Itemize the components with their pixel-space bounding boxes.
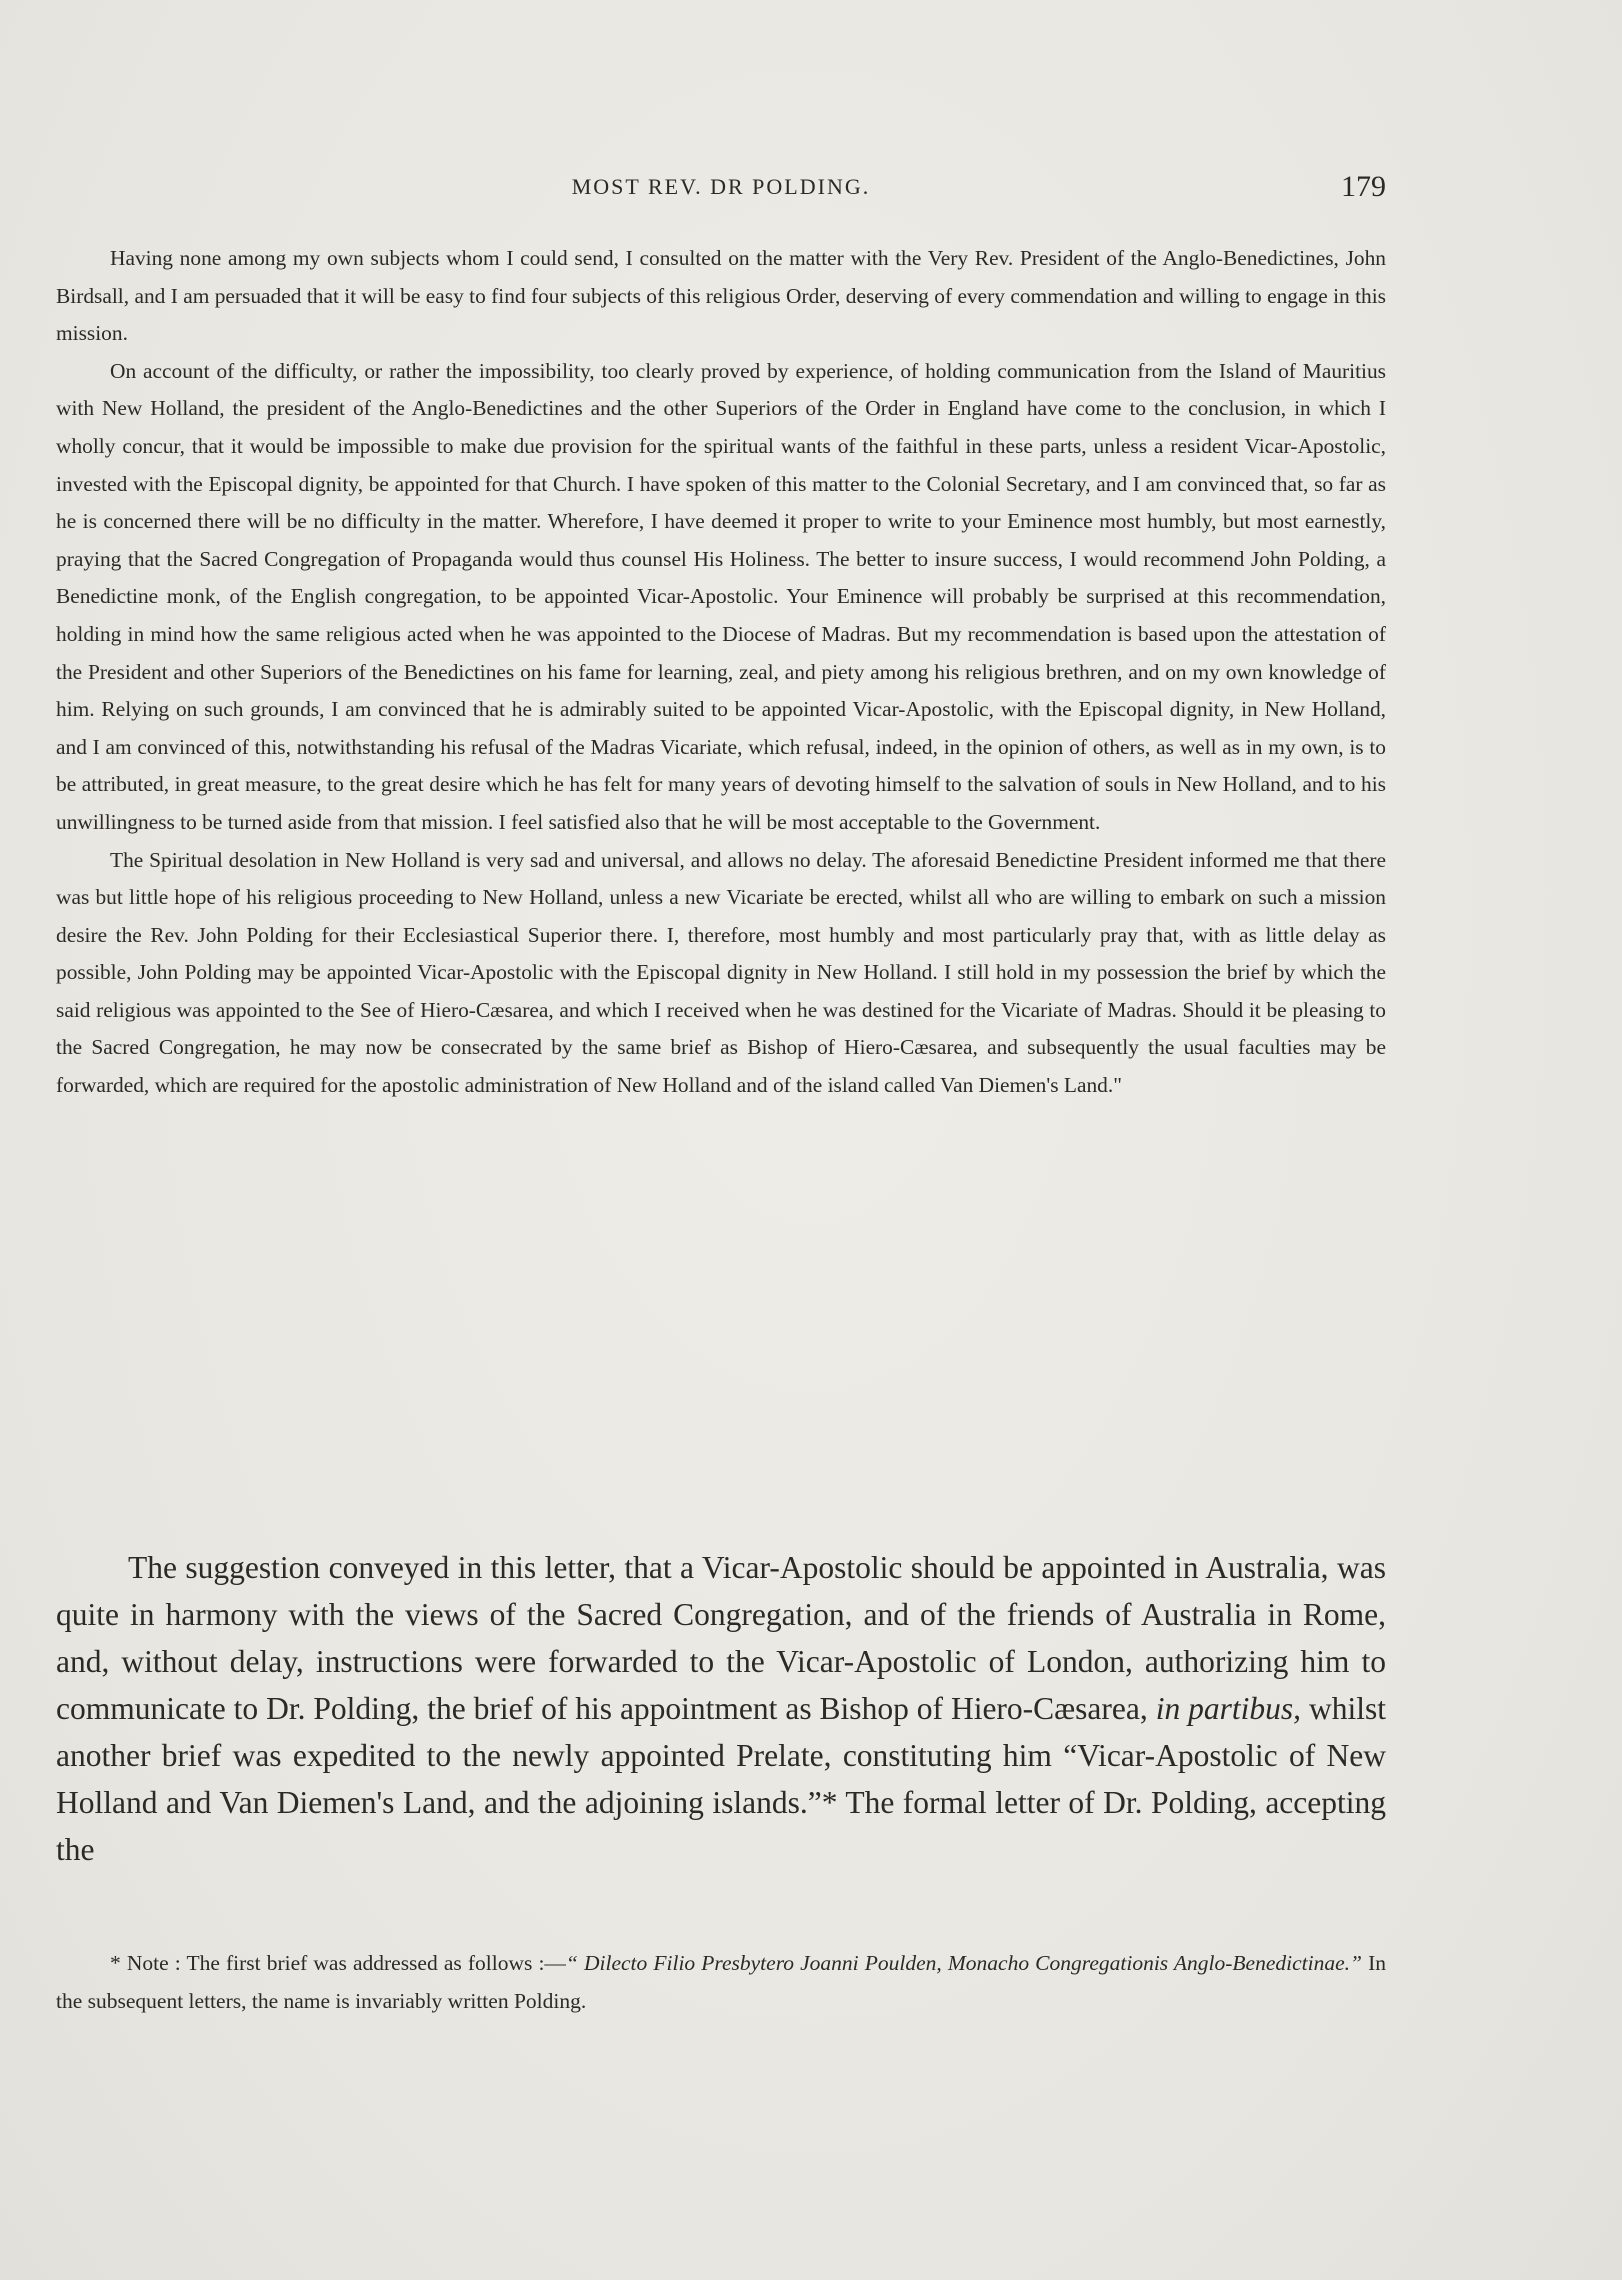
running-title: MOST REV. DR POLDING. [571,174,871,199]
footnote-lead: * Note : The first brief was addressed as follows :— [110,1951,566,1975]
footnote-paragraph [56,1944,1386,2020]
letter-paragraph: On account of the difficulty, or rather the impossibility, too clearly proved by experience, of holding communication from the Island of Mauritius with New Holland, the president of the Anglo-Benedictines and the other Superiors of the Order in England have come to the conclusion, in which I wholly concur, that it would be impossible to make due provision for the spiritual wants of the faithful in these parts, unless a resident Vicar-Apostolic, invested with the Episcopal dignity, be appointed for that Church. I have spoken of this matter to the Colonial Secretary, and I am convinced that, so far as he is concerned there will be no difficulty in the matter. Wherefore, I have deemed it proper to write to your Eminence most humbly, but most earnestly, praying that the Sacred Congregation of Propaganda would thus counsel His Holiness. The better to insure success, I would recommend John Polding, a Benedictine monk, of the English congregation, to be appointed Vicar-Apostolic. Your Eminence will probably be surprised at this recommendation, holding in mind how the same religious acted when he was appointed to the Diocese of Madras. But my recommendation is based upon the attestation of the President and other Superiors of the Benedictines on his fame for learning, zeal, and piety among his religious brethren, and on my own knowledge of him. Relying on such grounds, I am convinced that he is admirably suited to be appointed Vicar-Apostolic, with the Episcopal dignity, in New Holland, and I am convinced of this, notwithstanding his refusal of the Madras Vicariate, which refusal, indeed, in the opinion of others, as well as in my own, is to be attributed, in great measure, to the great desire which he has felt for many years of devoting himself to the salvation of souls in New Holland, and to his unwillingness to be turned aside from that mission. I feel satisfied also that he will be most acceptable to the Government. [56,358,1386,834]
quoted-letter [56,240,1386,1105]
page-header [56,170,1386,206]
body-paragraph [56,1544,1386,1873]
letter-paragraph: The Spiritual desolation in New Holland is very sad and universal, and allows no delay. The aforesaid Benedictine President informed me that there was but little hope of his religious proceeding to New Holland, unless a new Vicariate be erected, whilst all who are willing to embark on such a mission desire the Rev. John Polding for their Ecclesiastical Superior there. I, therefore, most humbly and most particularly pray that, with as little delay as possible, John Polding may be appointed Vicar-Apostolic with the Episcopal dignity in New Holland. I still hold in my possession the brief by which the said religious was appointed to the See of Hiero-Cæsarea, and which I received when he was destined for the Vicariate of Madras. Should it be pleasing to the Sacred Congregation, he may now be consecrated by the same brief as Bishop of Hiero-Cæsarea, and subsequently the usual faculties may be forwarded, which are required for the apostolic administration of New Holland and of the island called Van Diemen's Land." [56,847,1386,1098]
body-text-part: The suggestion conveyed in this letter, that a Vicar-Apostolic should be appointed in Australia, was quite in harmony with the views of the Sacred Congregation, and of the friends of Australia in Rome, and, without delay, instructions were forwarded to the Vicar-Apostolic of London, authorizing him to communicate to Dr. Polding, the brief of his appointment as Bishop of Hiero-Cæsarea, [56,1550,1386,1726]
body-italic-phrase: in partibus, [1155,1691,1302,1726]
page-number: 179 [1341,170,1386,203]
footnote [56,1944,1386,2020]
body-text [56,1544,1386,1873]
body-text-part: whilst another brief was expedited to the newly appointed Prelate, constituting him “Vicar-Apostolic of New Holland and Van Diemen's Land, and the adjoining islands.”* The formal letter of Dr. Polding, accepting the [56,1691,1387,1867]
footnote-quote: “ Dilecto Filio Presbytero Joanni Poulden, Monacho Congregationis Anglo-Benedictinae.” [565,1951,1362,1975]
footnote-tail: In the subsequent letters, the name is invariably written Polding. [56,1951,1386,2013]
letter-paragraph: Having none among my own subjects whom I could send, I consulted on the matter with the Very Rev. President of the Anglo-Benedictines, John Birdsall, and I am persuaded that it will be easy to find four subjects of this religious Order, deserving of every commendation and willing to engage in this mission. [56,246,1386,346]
